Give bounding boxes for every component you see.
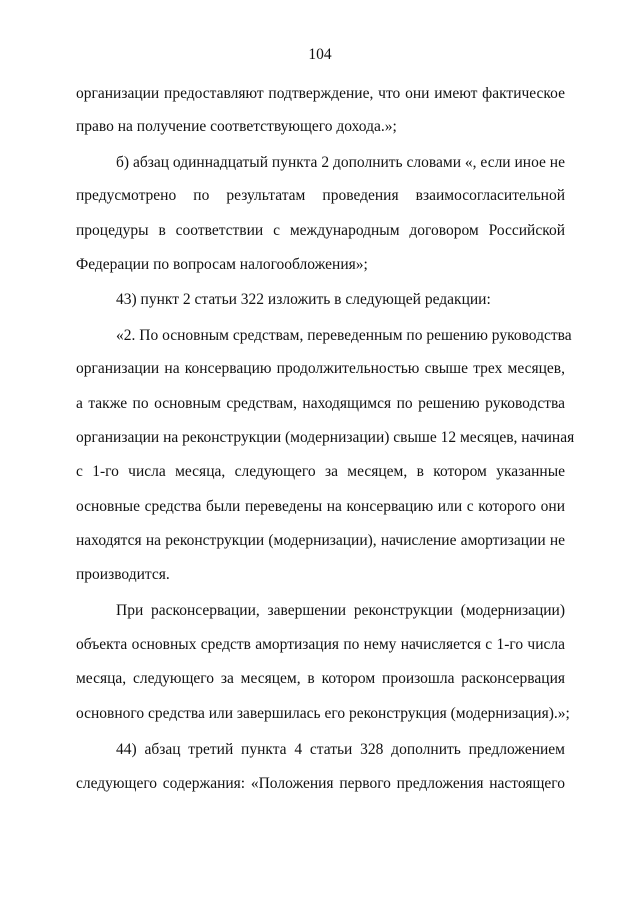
text-line: а также по основным средствам, находящимся по решению руководства [76, 395, 565, 412]
text-line: процедуры в соответствии с международным договором Российской [76, 222, 565, 239]
page-number: 104 [308, 46, 332, 63]
text-line: б) абзац одиннадцатый пункта 2 дополнить словами «, если иное не [116, 154, 565, 171]
text-line: организации предоставляют подтверждение, что они имеют фактическое [76, 85, 565, 102]
text-line: «2. По основным средствам, переведенным по решению руководства [116, 327, 572, 344]
text-line: основные средства были переведены на консервацию или с которого они [76, 498, 565, 515]
text-line: организации на реконструкции (модернизации) свыше 12 месяцев, начиная [76, 429, 575, 446]
text-line: следующего содержания: «Положения первого предложения настоящего [76, 775, 565, 792]
text-line: право на получение соответствующего дохода.»; [76, 118, 397, 135]
text-line: находятся на реконструкции (модернизации), начисление амортизации не [76, 532, 565, 549]
text-line: Федерации по вопросам налогообложения»; [76, 256, 368, 273]
text-line: 44) абзац третий пункта 4 статьи 328 дополнить предложением [116, 741, 565, 758]
text-line: 43) пункт 2 статьи 322 изложить в следующей редакции: [116, 291, 491, 308]
text-line: При расконсервации, завершении реконструкции (модернизации) [116, 602, 565, 619]
text-line: объекта основных средств амортизация по нему начисляется с 1-го числа [76, 636, 565, 653]
text-line: месяца, следующего за месяцем, в котором произошла расконсервация [76, 670, 565, 687]
text-line: предусмотрено по результатам проведения взаимосогласительной [76, 187, 565, 204]
text-line: организации на консервацию продолжительностью свыше трех месяцев, [76, 360, 565, 377]
text-line: с 1-го числа месяца, следующего за месяцем, в котором указанные [76, 463, 565, 480]
text-line: основного средства или завершилась его реконструкция (модернизация).»; [76, 705, 570, 722]
text-line: производится. [76, 566, 170, 583]
